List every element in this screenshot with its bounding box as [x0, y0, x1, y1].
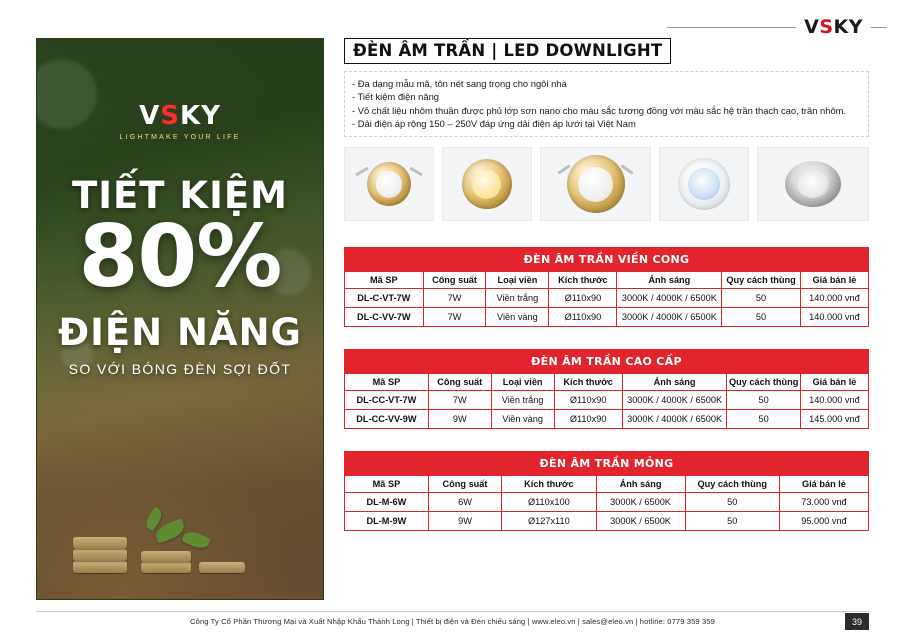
- column-header: Loại viền: [486, 272, 549, 289]
- cell-packing: 50: [722, 308, 801, 327]
- table-header-row: [345, 374, 869, 391]
- feature-item: - Tiết kiệm điện năng: [352, 91, 440, 103]
- poster-logo: [37, 101, 323, 141]
- cell-code: DL-C-VV-7W: [345, 308, 424, 327]
- table-title: ĐÈN ÂM TRẦN MỎNG: [345, 452, 869, 476]
- column-header: Mã SP: [345, 272, 424, 289]
- cell-rim: Viền vàng: [486, 308, 549, 327]
- column-header: Mã SP: [345, 374, 429, 391]
- gold-rim-shape: [462, 159, 512, 209]
- feature-item: - Dải điện áp rộng 150 – 250V đáp ứng dải điện áp lưới tại Việt Nam: [352, 118, 636, 130]
- promo-poster: [36, 38, 324, 600]
- section-title-main: ĐÈN ÂM TRẦN: [353, 41, 486, 60]
- table-header-row: [345, 272, 869, 289]
- product-table: [344, 247, 869, 327]
- brand-bar: [667, 14, 887, 40]
- table-row: [345, 308, 869, 327]
- table-title-row: [345, 248, 869, 272]
- column-header: Quy cách thùng: [722, 272, 801, 289]
- cell-rim: Viền trắng: [491, 391, 554, 410]
- footer-company-info: Công Ty Cổ Phần Thương Mại và Xuất Nhập Khẩu Thành Long | Thiết bị điện và Đèn chiếu sáng | www.eleo.vn | sales@eleo.vn | hotline: 0779 359 359: [190, 617, 715, 626]
- cell-code: DL-CC-VV-9W: [345, 410, 429, 429]
- feature-item: - Đa dạng mẫu mã, tôn nét sang trọng cho ngôi nhà: [352, 78, 567, 89]
- column-header: Công suất: [423, 272, 486, 289]
- cell-size: Ø110x90: [549, 308, 617, 327]
- cell-code: DL-M-9W: [345, 512, 429, 531]
- table-header-row: [345, 476, 869, 493]
- cell-price: 140.000 vnđ: [800, 289, 868, 308]
- poster-coins-photo: [37, 399, 323, 599]
- column-header: Loại viền: [491, 374, 554, 391]
- cell-light: 3000K / 4000K / 6500K: [622, 410, 727, 429]
- column-header: Giá bán lẻ: [779, 476, 868, 493]
- table-row: [345, 493, 869, 512]
- cell-light: 3000K / 6500K: [596, 512, 685, 531]
- cell-code: DL-CC-VT-7W: [345, 391, 429, 410]
- table-block-mong: [344, 451, 869, 531]
- cell-rim: Viền trắng: [486, 289, 549, 308]
- vsky-logo-v: V: [804, 16, 820, 38]
- section-title-separator: |: [491, 41, 498, 60]
- cell-size: Ø110x100: [502, 493, 596, 512]
- column-header: Giá bán lẻ: [800, 374, 868, 391]
- cell-size: Ø127x110: [502, 512, 596, 531]
- vsky-logo: [804, 16, 863, 38]
- poster-logo-tagline: LIGHTMAKE YOUR LIFE: [119, 134, 241, 141]
- product-table: [344, 349, 869, 429]
- poster-headline-3: ĐIỆN NĂNG: [58, 311, 302, 354]
- table-block-cao-cap: [344, 349, 869, 429]
- cell-price: 145.000 vnđ: [800, 410, 868, 429]
- cell-packing: 50: [727, 410, 800, 429]
- cell-price: 95.000 vnđ: [779, 512, 868, 531]
- page-number: 39: [845, 613, 869, 630]
- cell-size: Ø110x90: [554, 410, 622, 429]
- cell-light: 3000K / 6500K: [596, 493, 685, 512]
- table-block-vien-cong: [344, 247, 869, 327]
- section-title: [344, 38, 671, 64]
- cell-power: 9W: [428, 512, 501, 531]
- column-header: Ánh sáng: [596, 476, 685, 493]
- page-footer: [36, 611, 869, 626]
- vsky-logo-ky: KY: [833, 16, 863, 38]
- downlight-gold-large-photo: [540, 147, 652, 221]
- gold-ring-shape: [367, 162, 411, 206]
- column-header: Kích thước: [502, 476, 596, 493]
- cell-size: Ø110x90: [554, 391, 622, 410]
- cell-price: 140.000 vnđ: [800, 391, 868, 410]
- column-header: Quy cách thùng: [727, 374, 800, 391]
- poster-subheadline: SO VỚI BÓNG ĐÈN SỢI ĐỐT: [68, 361, 292, 377]
- cell-size: Ø110x90: [549, 289, 617, 308]
- cell-light: 3000K / 4000K / 6500K: [617, 308, 722, 327]
- cell-power: 6W: [428, 493, 501, 512]
- column-header: Ánh sáng: [622, 374, 727, 391]
- table-row: [345, 391, 869, 410]
- downlight-gold-rim-photo: [442, 147, 532, 221]
- cell-packing: 50: [685, 493, 779, 512]
- column-header: Giá bán lẻ: [800, 272, 868, 289]
- cell-code: DL-C-VT-7W: [345, 289, 424, 308]
- cell-power: 7W: [423, 308, 486, 327]
- cell-light: 3000K / 4000K / 6500K: [622, 391, 727, 410]
- cell-packing: 50: [722, 289, 801, 308]
- cell-price: 140.000 vnđ: [800, 308, 868, 327]
- column-header: Kích thước: [549, 272, 617, 289]
- product-photo-row: [344, 147, 869, 221]
- cell-packing: 50: [727, 391, 800, 410]
- poster-headline-2: 80%: [78, 207, 282, 307]
- table-title: ĐÈN ÂM TRẦN VIỀN CONG: [345, 248, 869, 272]
- chrome-ring-shape: [785, 161, 841, 207]
- column-header: Mã SP: [345, 476, 429, 493]
- brand-rule-right: [871, 27, 887, 28]
- table-row: [345, 289, 869, 308]
- column-header: Quy cách thùng: [685, 476, 779, 493]
- cell-price: 73.000 vnđ: [779, 493, 868, 512]
- column-header: Công suất: [428, 476, 501, 493]
- cell-code: DL-M-6W: [345, 493, 429, 512]
- table-title-row: [345, 350, 869, 374]
- right-column: [344, 38, 869, 531]
- gold-large-shape: [567, 155, 625, 213]
- white-ring-shape: [678, 158, 730, 210]
- column-header: Ánh sáng: [617, 272, 722, 289]
- table-title: ĐÈN ÂM TRẦN CAO CẤP: [345, 350, 869, 374]
- brand-rule-left: [667, 27, 796, 28]
- product-table: [344, 451, 869, 531]
- cell-rim: Viền vàng: [491, 410, 554, 429]
- downlight-gold-ring-photo: [344, 147, 434, 221]
- column-header: Công suất: [428, 374, 491, 391]
- column-header: Kích thước: [554, 374, 622, 391]
- cell-power: 9W: [428, 410, 491, 429]
- vsky-logo-s: S: [819, 16, 834, 38]
- table-title-row: [345, 452, 869, 476]
- feature-item: - Vỏ chất liệu nhôm thuần được phủ lớp sơn nano cho màu sắc tương đồng với màu sắc hệ trần thạch cao, trần nhôm.: [352, 104, 847, 116]
- cell-light: 3000K / 4000K / 6500K: [617, 289, 722, 308]
- table-row: [345, 410, 869, 429]
- cell-packing: 50: [685, 512, 779, 531]
- poster-logo-text: VSKY: [139, 101, 221, 131]
- feature-list: [344, 71, 869, 137]
- poster-headline-1: TIẾT KIỆM: [72, 174, 288, 217]
- cell-power: 7W: [423, 289, 486, 308]
- cell-power: 7W: [428, 391, 491, 410]
- table-row: [345, 512, 869, 531]
- downlight-white-photo: [659, 147, 749, 221]
- downlight-chrome-photo: [757, 147, 869, 221]
- section-title-alt: LED DOWNLIGHT: [503, 41, 663, 60]
